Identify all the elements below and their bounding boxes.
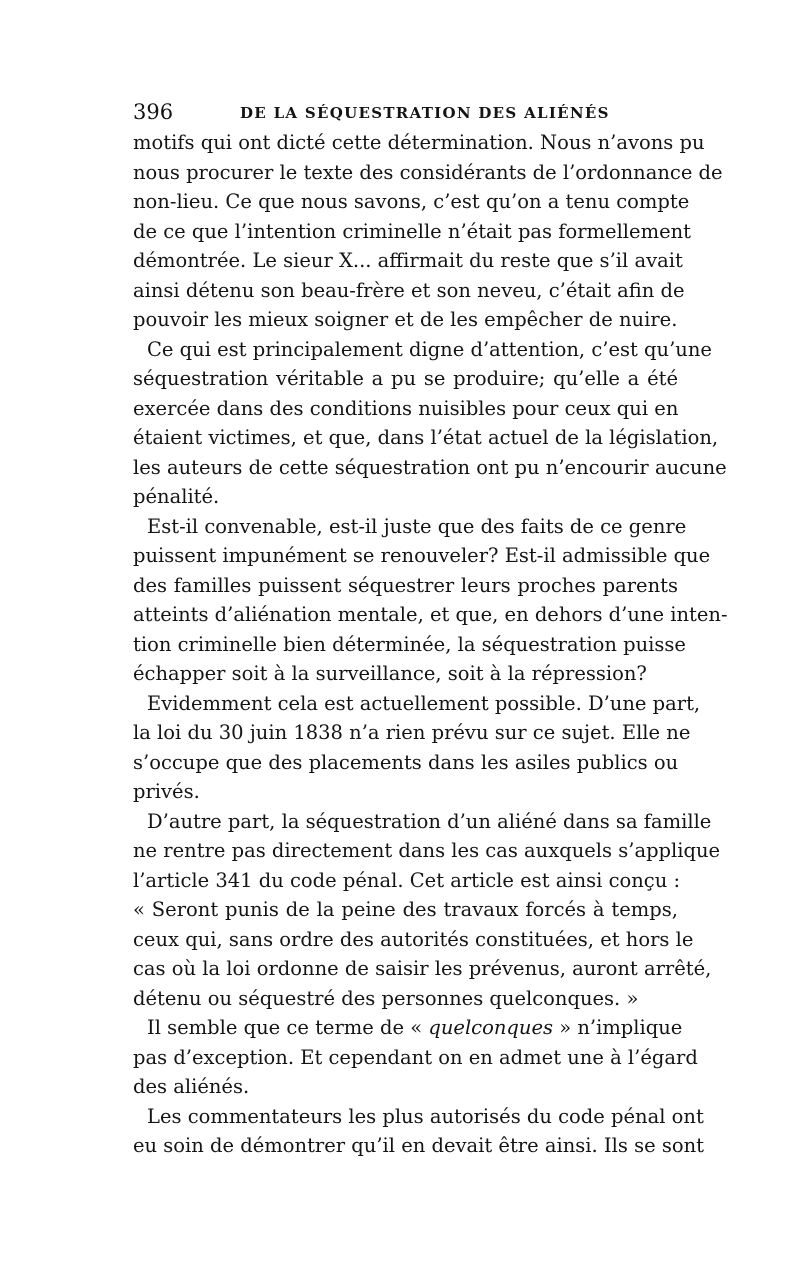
text-line: cas où la loi ordonne de saisir les prévenus, auront arrêté, bbox=[133, 957, 712, 980]
page-number: 396 bbox=[133, 100, 174, 124]
text-line: motifs qui ont dicté cette détermination. Nous n’avons pu bbox=[133, 131, 705, 154]
text-line: nous procurer le texte des considérants de l’ordonnance de bbox=[133, 160, 723, 184]
text-line bbox=[133, 1013, 683, 1043]
text-line: pas d’exception. Et cependant on en admet une à l’égard bbox=[133, 1045, 698, 1069]
text-line: démontrée. Le sieur X... affirmait du reste que s’il avait bbox=[133, 249, 683, 272]
text-line: les auteurs de cette séquestration ont pu n’encourir aucune bbox=[133, 455, 727, 479]
text-line: pénalité. bbox=[133, 485, 220, 508]
text-line: « Seront punis de la peine des travaux forcés à temps, bbox=[133, 898, 678, 921]
paragraph-3 bbox=[133, 512, 728, 689]
text-line: D’autre part, la séquestration d’un aliéné dans sa famille bbox=[147, 809, 712, 833]
text-line: privés. bbox=[133, 780, 200, 803]
text-line: atteints d’aliénation mentale, et que, en dehors d’une inten- bbox=[133, 603, 728, 626]
paragraph-6 bbox=[133, 1013, 698, 1102]
text-line: Evidemment cela est actuellement possible. D’une part, bbox=[147, 691, 701, 715]
paragraph-4 bbox=[133, 689, 701, 807]
paragraph-1 bbox=[133, 128, 723, 335]
text-line: Ce qui est principalement digne d’attention, c’est qu’une bbox=[147, 337, 712, 361]
paragraph-7 bbox=[133, 1102, 704, 1161]
text-line: eu soin de démontrer qu’il en devait être ainsi. Ils se sont bbox=[133, 1134, 704, 1157]
text-line: de ce que l’intention criminelle n’était pas formellement bbox=[133, 219, 692, 243]
text-line: non-lieu. Ce que nous savons, c’est qu’on a tenu compte bbox=[133, 190, 690, 213]
text-segment: » n’implique bbox=[553, 1016, 683, 1039]
emphasized-word: quelconques bbox=[428, 1016, 553, 1039]
text-line: la loi du 30 juin 1838 n’a rien prévu sur ce sujet. Elle ne bbox=[133, 721, 691, 744]
text-line: étaient victimes, et que, dans l’état actuel de la législation, bbox=[133, 426, 719, 449]
text-line: détenu ou séquestré des personnes quelconques. » bbox=[133, 986, 639, 1010]
text-line: Est-il convenable, est-il juste que des faits de ce genre bbox=[147, 514, 687, 538]
paragraph-2 bbox=[133, 335, 727, 512]
text-line: échapper soit à la surveillance, soit à la répression? bbox=[133, 662, 647, 685]
text-line: des familles puissent séquestrer leurs proches parents bbox=[133, 573, 678, 597]
text-line: s’occupe que des placements dans les asiles publics ou bbox=[133, 750, 679, 774]
text-line: ainsi détenu son beau-frère et son neveu, c’était afin de bbox=[133, 278, 685, 302]
text-segment: Il semble que ce terme de « bbox=[147, 1016, 429, 1039]
text-line: puissent impunément se renouveler? Est-il admissible que bbox=[133, 544, 711, 567]
text-line: l’article 341 du code pénal. Cet article est ainsi conçu : bbox=[133, 868, 681, 892]
text-line: exercée dans des conditions nuisibles pour ceux qui en bbox=[133, 396, 679, 420]
paragraph-5 bbox=[133, 807, 721, 1014]
text-line: pouvoir les mieux soigner et de les empêcher de nuire. bbox=[133, 308, 678, 331]
text-line: des aliénés. bbox=[133, 1075, 250, 1098]
body-text bbox=[133, 128, 728, 1161]
running-header bbox=[133, 98, 678, 126]
running-title: DE LA SÉQUESTRATION DES ALIÉNÉS bbox=[240, 104, 610, 122]
text-line: ceux qui, sans ordre des autorités constituées, et hors le bbox=[133, 927, 694, 951]
text-line: séquestration véritable a pu se produire; qu’elle a été bbox=[133, 367, 678, 390]
text-line: tion criminelle bien déterminée, la séquestration puisse bbox=[133, 632, 686, 656]
text-line: Les commentateurs les plus autorisés du code pénal ont bbox=[147, 1104, 704, 1128]
text-line: ne rentre pas directement dans les cas auxquels s’applique bbox=[133, 839, 721, 862]
